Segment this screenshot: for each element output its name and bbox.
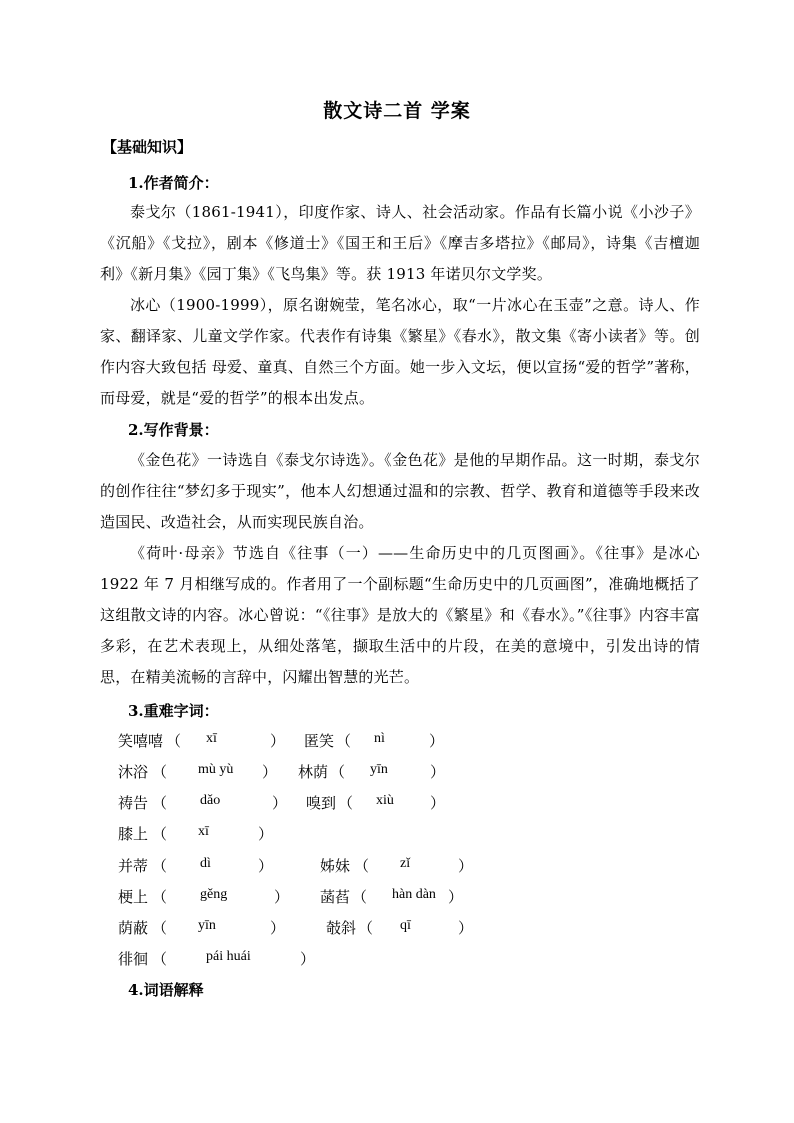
paren-close: ） <box>258 825 274 843</box>
paren-close: ） <box>258 857 274 875</box>
vocab-pinyin: yīn <box>198 918 216 933</box>
vocab-word: 膝上 <box>118 825 149 843</box>
paren-open: （ <box>152 857 168 875</box>
paren-open: （ <box>152 950 168 968</box>
heading-author-intro: 1.作者简介： <box>128 174 219 192</box>
section-label-basic-knowledge: 【基础知识】 <box>102 138 193 156</box>
paren-close: ） <box>448 888 464 906</box>
paren-open: （ <box>152 794 168 812</box>
vocab-word: 姊妹 <box>320 857 351 875</box>
paragraph-bingxin: 冰心（1900-1999），原名谢婉莹，笔名冰心，取“一片冰心在玉壶”之意。诗人、作家、翻译家、儿童文学作家。代表作有诗集《繁星》《春水》，散文集《寄小读者》等。创作内容大致包括 母爱、童真、自然三个方面。她一步入文坛，便以宣扬“爱的哲学”著称，而母爱，就是“爱的哲学”的根本出发点。 <box>100 296 700 407</box>
vocab-pinyin: qī <box>400 918 411 933</box>
paren-close: ） <box>458 857 474 875</box>
paren-close: ） <box>429 732 445 750</box>
paren-close: ） <box>262 763 278 781</box>
vocab-pinyin: xī <box>198 824 209 839</box>
heading-key-words: 3.重难字词： <box>128 702 219 720</box>
paren-close: ） <box>458 919 474 937</box>
document-title: 散文诗二首 学案 <box>323 100 471 122</box>
vocab-word: 梗上 <box>118 888 149 906</box>
paren-close: ） <box>270 919 286 937</box>
paren-open: （ <box>352 888 368 906</box>
paren-open: （ <box>152 825 168 843</box>
paragraph-lotus-mother: 《荷叶·母亲》节选自《往事（一）——生命历史中的几页图画》。《往事》是冰心 1922 年 7 月相继写成的。作者用了一个副标题“生命历史中的几页画图”，准确地概括了这组散文诗的内容。冰心曾说：“《往事》是放大的《繁星》和《春水》。”《往事》内容丰富多彩，在艺术表现上，从细处落笔，撷取生活中的片段，在美的意境中，引发出诗的情思，在精美流畅的言辞中，闪耀出智慧的光芒。 <box>100 544 700 686</box>
vocab-pinyin: xiù <box>376 793 394 808</box>
paren-close: ） <box>430 794 446 812</box>
paren-close: ） <box>274 888 290 906</box>
vocab-pinyin: pái huái <box>206 949 251 964</box>
vocab-word: 笑嘻嘻 <box>118 732 164 750</box>
vocab-word: 嗅到 <box>306 794 337 812</box>
paren-open: （ <box>358 919 374 937</box>
vocab-pinyin: dì <box>200 856 211 871</box>
heading-writing-background: 2.写作背景： <box>128 421 219 439</box>
vocab-pinyin: hàn dàn <box>392 887 436 902</box>
vocab-word: 祷告 <box>118 794 149 812</box>
paren-open: （ <box>354 857 370 875</box>
vocab-pinyin: gěng <box>200 887 228 902</box>
paragraph-tagore: 泰戈尔（1861-1941），印度作家、诗人、社会活动家。作品有长篇小说《小沙子》《沉船》《戈拉》，剧本《修道士》《国王和王后》《摩吉多塔拉》《邮局》，诗集《吉檀迦利》《新月集》《园丁集》《飞鸟集》等。获 1913 年诺贝尔文学奖。 <box>100 203 700 283</box>
vocab-word: 并蒂 <box>118 857 149 875</box>
vocab-word: 沐浴 <box>118 763 149 781</box>
vocab-word: 菡萏 <box>320 888 351 906</box>
vocab-word: 匿笑 <box>304 732 335 750</box>
vocab-pinyin: mù yù <box>198 762 234 777</box>
paren-close: ） <box>430 763 446 781</box>
vocab-pinyin: dǎo <box>200 793 221 808</box>
vocab-word: 荫蔽 <box>118 919 149 937</box>
vocab-word: 林荫 <box>298 763 329 781</box>
paren-open: （ <box>336 732 352 750</box>
paren-close: ） <box>300 950 316 968</box>
paren-open: （ <box>152 763 168 781</box>
vocab-pinyin: yīn <box>370 762 388 777</box>
vocab-pinyin: xī <box>206 731 217 746</box>
paragraph-golden-flower: 《金色花》一诗选自《泰戈尔诗选》。《金色花》是他的早期作品。这一时期，泰戈尔的创作往往“梦幻多于现实”，他本人幻想通过温和的宗教、哲学、教育和道德等手段来改造国民、改造社会，从而实现民族自治。 <box>100 451 700 531</box>
paren-open: （ <box>166 732 182 750</box>
paren-open: （ <box>338 794 354 812</box>
paren-open: （ <box>330 763 346 781</box>
paren-close: ） <box>270 732 286 750</box>
paren-close: ） <box>272 794 288 812</box>
paren-open: （ <box>152 919 168 937</box>
vocab-word: 徘徊 <box>118 950 149 968</box>
vocab-pinyin: nì <box>374 731 385 746</box>
heading-word-definitions: 4.词语解释 <box>128 981 204 999</box>
paren-open: （ <box>152 888 168 906</box>
vocab-word: 攲斜 <box>326 919 357 937</box>
vocab-pinyin: zǐ <box>400 856 411 871</box>
